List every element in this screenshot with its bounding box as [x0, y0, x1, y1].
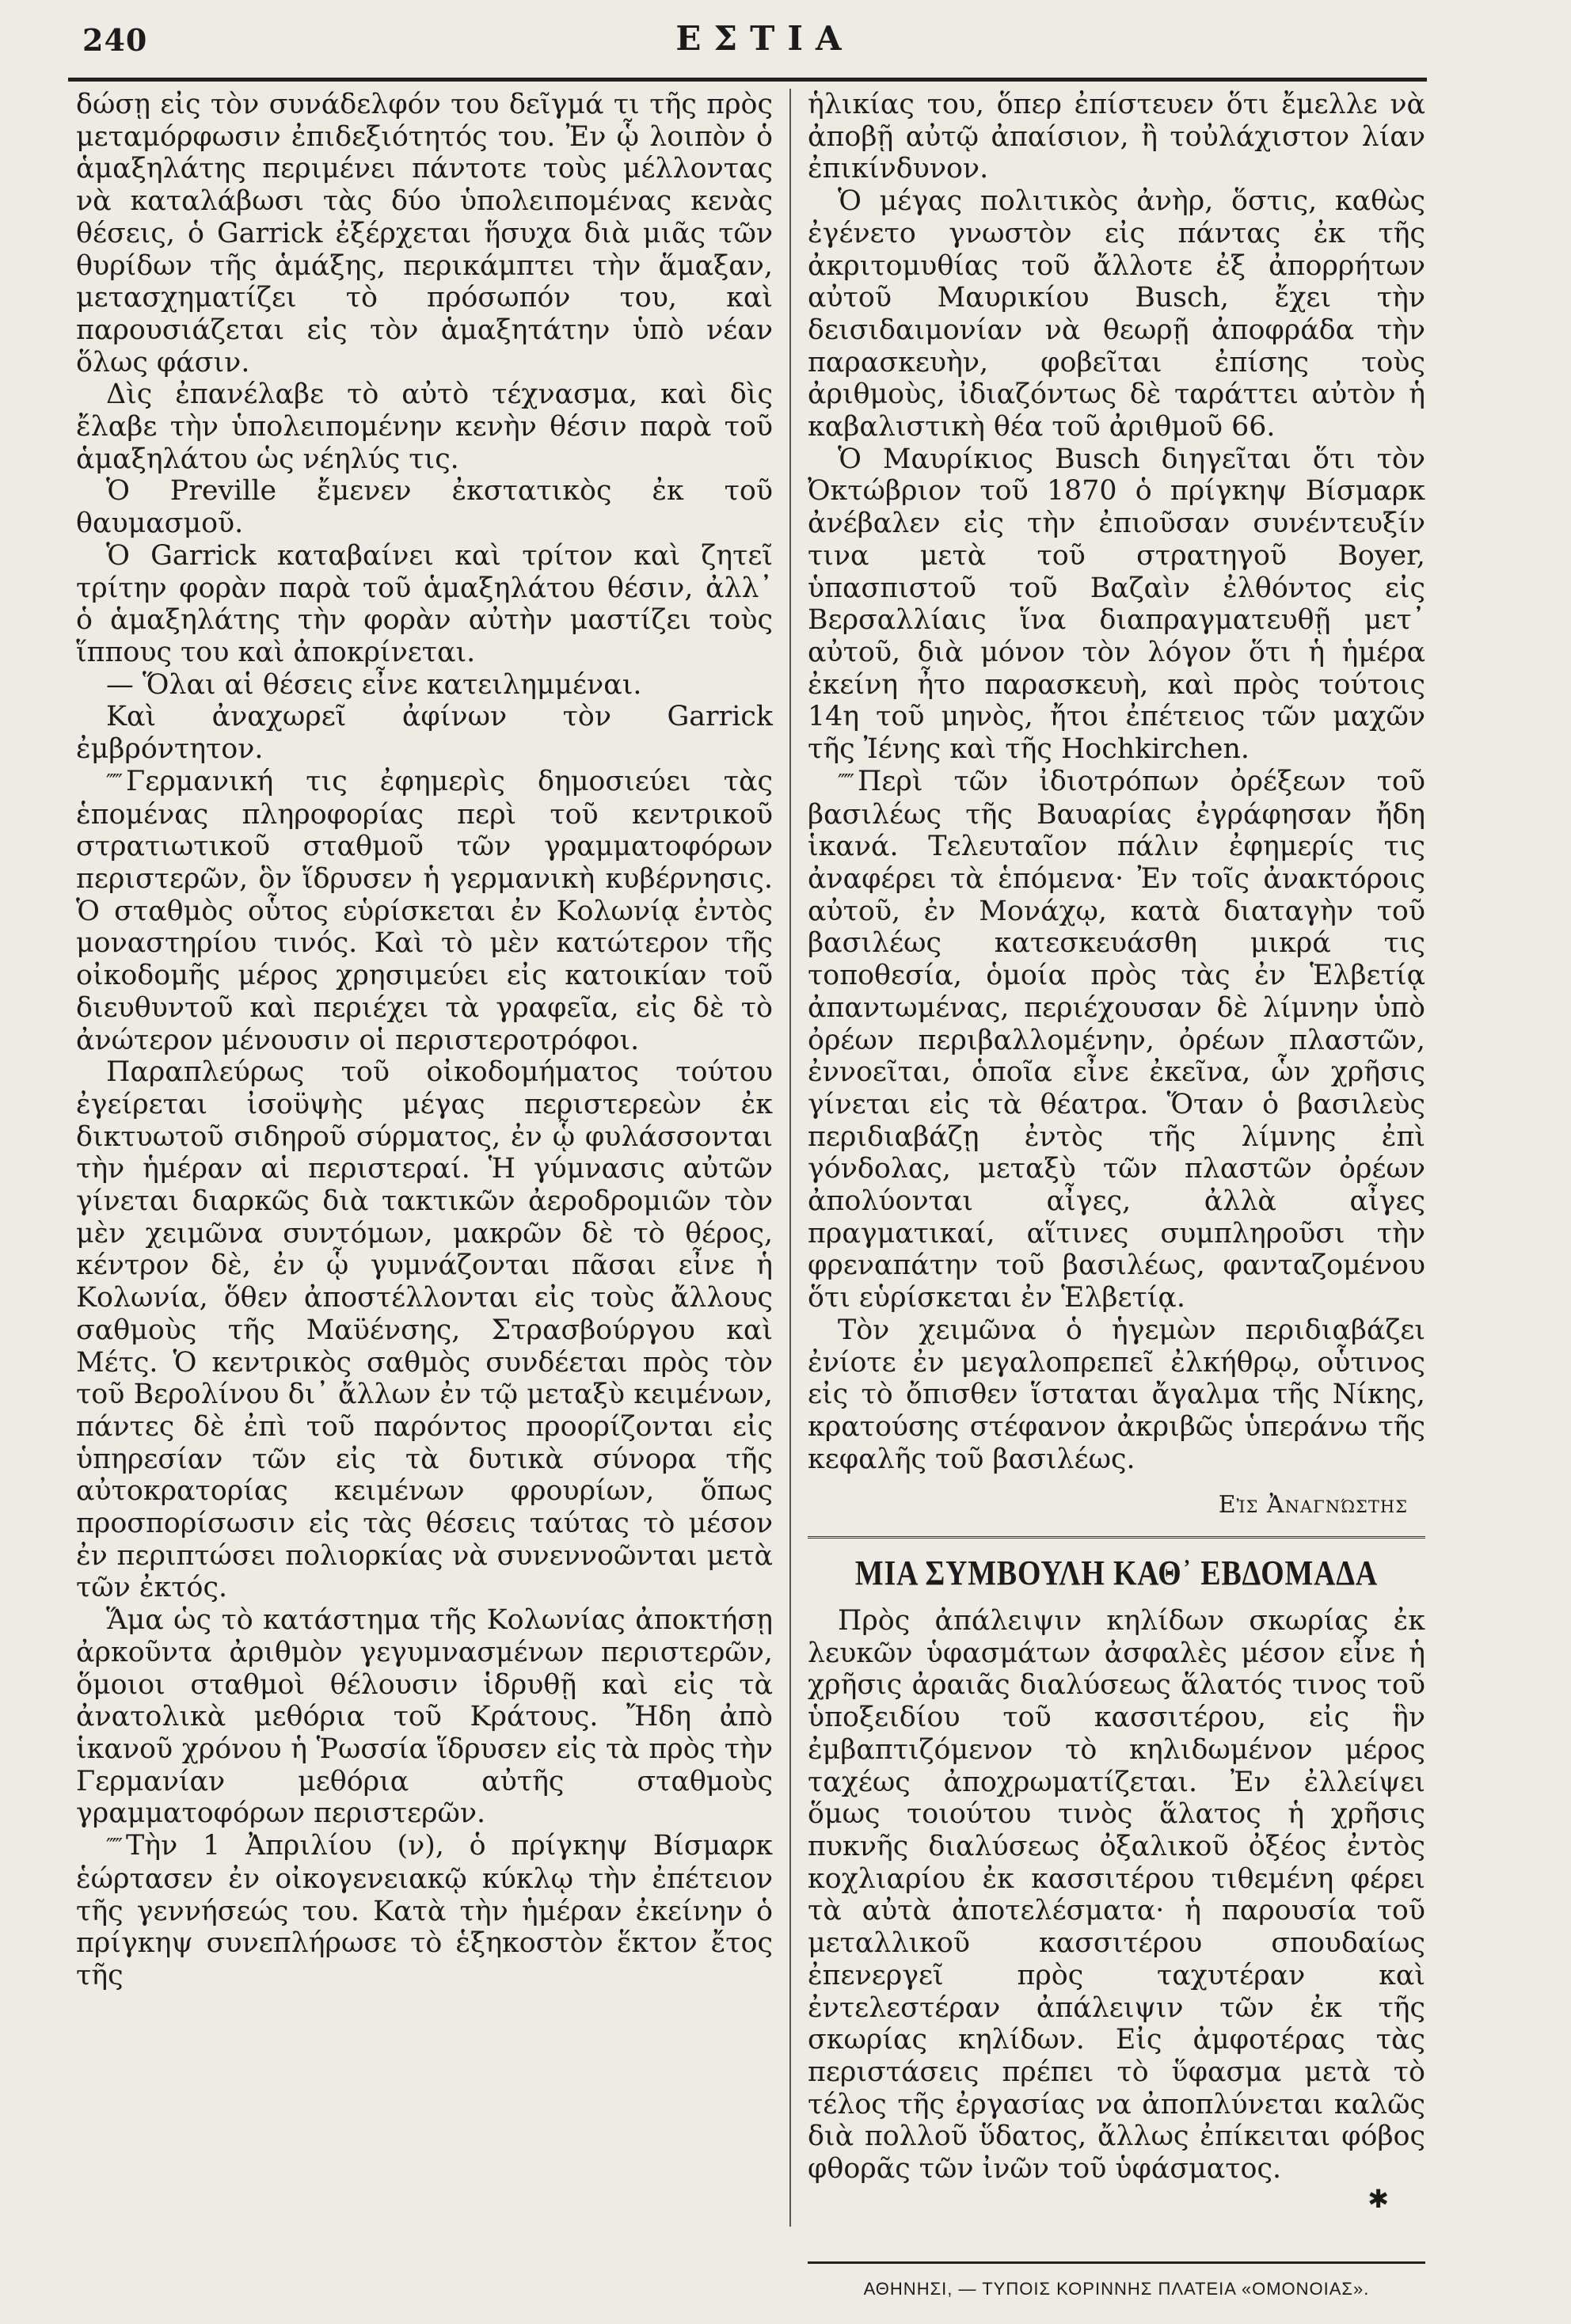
article-paragraph: Δὶς ἐπανέλαβε τὸ αὐτὸ τέχνασμα, καὶ δὶς ἔλαβε τὴν ὑπολειπομένην κενὴν θέσιν παρὰ τοῦ ἁμαξηλάτου ὡς νέηλύς τις. — [76, 378, 773, 475]
article-paragraph: — Ὅλαι αἱ θέσεις εἶνε κατειλημμέναι. — [106, 668, 642, 701]
article-paragraph: Ὁ Μαυρίκιος Busch διηγεῖται ὅτι τὸν Ὀκτώβριον τοῦ 1870 ὁ πρίγκηψ Βίσμαρκ ἀνέβαλεν εἰς τὴν ἐπιοῦσαν συνέντευξίν τινα μετὰ τοῦ στρατηγοῦ Boyer, ὑπασπιστοῦ τοῦ Βαζαὶν ἐλθόντος εἰς Βερσαλλίαις ἵνα διαπραγματευθῇ μετ᾽ αὐτοῦ, διὰ μόνον τὸν λόγον ὅτι ἡ ἡμέρα ἐκείνη ἦτο παρασκευὴ, καὶ πρὸς τούτοις 14η τοῦ μηνὸς, ἤτοι ἐπέτειος τῶν μαχῶν τῆς Ἰένης καὶ τῆς Hochkirchen. — [808, 443, 1425, 766]
journal-title: ΕΣΤΙΑ — [675, 19, 854, 58]
printer-colophon: ΑΘΗΝΗΣΙ, — ΤΥΠΟΙΣ ΚΟΡΙΝΝΗΣ ΠΛΑΤΕΙΑ «ΟΜΟΝΟΙΑΣ». — [863, 2279, 1370, 2299]
column-divider — [789, 89, 791, 2227]
article-paragraph: δώσῃ εἰς τὸν συνάδελφόν του δεῖγμά τι τῆς πρὸς μεταμόρφωσιν ἐπιδεξιότητός του. Ἐν ᾧ λοιπὸν ὁ ἁμαξηλάτης περιμένει πάντοτε τοὺς μέλλοντας νὰ καταλάβωσι τὰς δύο ὑπολειπομένας κενὰς θέσεις, ὁ Garrick ἐξέρχεται ἥσυχα διὰ μιᾶς τῶν θυρίδων τῆς ἁμάξης, περικάμπτει τὴν ἅμαξαν, μετασχηματίζει τὸ πρόσωπόν του, καὶ παρουσιάζεται εἰς τὸν ἁμαξητάτην ὑπὸ νέαν ὅλως φάσιν. — [76, 89, 773, 378]
news-item-paragraph: ‴‴ Τὴν 1 Ἀπριλίου (ν), ὁ πρίγκηψ Βίσμαρκ ἑώρτασεν ἐν οἰκογενειακῷ κύκλῳ τὴν ἐπέτειον τῆς γεννήσεώς του. Κατὰ τὴν ἡμέραν ἐκείνην ὁ πρίγκηψ συνεπλήρωσε τὸ ἑξηκοστὸν ἕκτον ἔτος τῆς — [76, 1830, 773, 1992]
page-number: 240 — [82, 22, 148, 58]
news-item-paragraph: ‴‴ Περὶ τῶν ἰδιοτρόπων ὀρέξεων τοῦ βασιλέως τῆς Βαυαρίας ἐγράφησαν ἤδη ἱκανά. Τελευταῖον πάλιν ἐφημερίς τις ἀναφέρει τὰ ἑπόμενα· Ἐν τοῖς ἀνακτόροις αὐτοῦ, ἐν Μονάχῳ, κατὰ διαταγὴν τοῦ βασιλέως κατεσκευάσθη μικρά τις τοποθεσία, ὁμοία πρὸς τὰς ἐν Ἑλβετίᾳ ἀπαντωμένας, περιέχουσαν δὲ λίμνην ὑπὸ ὀρέων περιβαλλομένην, ὀρέων πλαστῶν, ἐννοεῖται, ὁποῖα εἶνε ἐκεῖνα, ὧν χρῆσις γίνεται εἰς τὰ θέατρα. Ὅταν ὁ βασιλεὺς περιδιαβάζῃ ἐντὸς τῆς λίμνης ἐπὶ γόνδολας, μεταξὺ τῶν πλαστῶν ὀρέων ἀπολύονται αἶγες, ἀλλὰ αἶγες πραγματικαί, αἵτινες συμπληροῦσι τὴν φρεναπάτην τοῦ βασιλέως, φανταζομένου ὅτι εὑρίσκεται ἐν Ἑλβετίᾳ. — [808, 766, 1425, 1314]
news-item-paragraph: ‴‴ Γερμανική τις ἐφημερὶς δημοσιεύει τὰς ἑπομένας πληροφορίας περὶ τοῦ κεντρικοῦ στρατιωτικοῦ σταθμοῦ τῶν γραμματοφόρων περιστερῶν, ὃν ἵδρυσεν ἡ γερμανικὴ κυβέρνησις. Ὁ σταθμὸς οὗτος εὑρίσκεται ἐν Κολωνίᾳ ἐντὸς μοναστηρίου τινός. Καὶ τὸ μὲν κατώτερον τῆς οἰκοδομῆς μέρος χρησιμεύει εἰς κατοικίαν τοῦ διευθυντοῦ καὶ περιέχει τὰ γραφεῖα, εἰς δὲ τὸ ἀνώτερον μένουσιν οἱ περιστεροτρόφοι. — [76, 766, 773, 1056]
left-column — [76, 89, 773, 1992]
right-column — [808, 89, 1425, 2212]
article-paragraph: Ἅμα ὡς τὸ κατάστημα τῆς Κολωνίας ἀποκτήσῃ ἀρκοῦντα ἀριθμὸν γεγυμνασμένων περιστερῶν, ὅμοιοι σταθμοὶ θέλουσιν ἱδρυθῇ καὶ εἰς τὰ ἀνατολικὰ μεθόρια τοῦ Κράτους. Ἤδη ἀπὸ ἱκανοῦ χρόνου ἡ Ῥωσσία ἵδρυσεν εἰς τὰ πρὸς τὴν Γερμανίαν μεθόρια αὐτῆς σταθμοὺς γραμματοφόρων περιστερῶν. — [76, 1604, 773, 1830]
article-paragraph: Ὁ μέγας πολιτικὸς ἀνὴρ, ὅστις, καθὼς ἐγένετο γνωστὸν εἰς πάντας ἐκ τῆς ἀκριτομυθίας τοῦ ἄλλοτε ἐξ ἀπορρήτων αὐτοῦ Μαυρικίου Busch, ἔχει τὴν δεισιδαιμονίαν νὰ θεωρῇ ἀποφράδα τὴν παρασκευὴν, φοβεῖται ἐπίσης τοὺς ἀριθμοὺς, ἰδιαζόντως δὲ ταράττει αὐτὸν ἡ καβαλιστικὴ θέα τοῦ ἀριθμοῦ 66. — [808, 185, 1425, 443]
article-paragraph: ἡλικίας του, ὅπερ ἐπίστευεν ὅτι ἔμελλε νὰ ἀποβῇ αὐτῷ ἀπαίσιον, ἢ τοὐλάχιστον λίαν ἐπικίνδυνον. — [808, 89, 1425, 185]
article-paragraph: Πρὸς ἀπάλειψιν κηλίδων σκωρίας ἐκ λευκῶν ὑφασμάτων ἀσφαλὲς μέσον εἶνε ἡ χρῆσις ἀραιᾶς διαλύσεως ἅλατός τινος τοῦ ὑποξειδίου τοῦ κασσιτέρου, εἰς ἣν ἐμβαπτιζόμενον τὸ κηλιδωμένον μέρος ταχέως ἀποχρωματίζεται. Ἐν ἐλλείψει ὅμως τοιούτου τινὸς ἅλατος ἡ χρῆσις πυκνῆς διαλύσεως ὀξαλικοῦ ὀξέος ἐντὸς κοχλιαρίου ἐκ κασσιτέρου τιθεμένη φέρει τὰ αὐτὰ ἀποτελέσματα· ἡ παρουσία τοῦ μεταλλικοῦ κασσιτέρου σπουδαίως ἐπενεργεῖ πρὸς ταχυτέραν καὶ ἐντελεστέραν ἀπάλειψιν τῶν ἐκ τῆς σκωρίας κηλίδων. Εἰς ἀμφοτέρας τὰς περιστάσεις πρέπει τὸ ὕφασμα μετὰ τὸ τέλος τῆς ἐργασίας να ἀποπλύνεται καλῶς διὰ πολλοῦ ὕδατος, ἄλλως ἐπίκειται φόβος φθορᾶς τῶν ἰνῶν τοῦ ὑφάσματος. — [808, 1605, 1425, 2185]
colophon-rule — [808, 2261, 1425, 2264]
section-rule — [808, 1536, 1425, 1545]
article-paragraph: Καὶ ἀναχωρεῖ ἀφίνων τὸν Garrick ἐμβρόντητον. — [76, 701, 773, 766]
running-head — [76, 11, 1454, 63]
article-paragraph: Ὁ Preville ἔμενεν ἐκστατικὸς ἐκ τοῦ θαυμασμοῦ. — [76, 475, 773, 540]
article-paragraph: Παραπλεύρως τοῦ οἰκοδομήματος τούτου ἐγείρεται ἰσοϋψὴς μέγας περιστερεὼν ἐκ δικτυωτοῦ σιδηροῦ σύρματος, ἐν ᾧ φυλάσσονται τὴν ἡμέραν αἱ περιστεραί. Ἡ γύμνασις αὐτῶν γίνεται διαρκῶς διὰ τακτικῶν ἀεροδρομιῶν τὸν μὲν χειμῶνα συντόμων, μακρῶν δὲ τὸ θέρος, κέντρον δὲ, ἐν ᾧ γυμνάζονται πᾶσαι εἶνε ἡ Κολωνία, ὅθεν ἀποστέλλονται εἰς τοὺς ἄλλους σαθμοὺς τῆς Μαϋένσης, Στρασβούργου καὶ Μέτς. Ὁ κεντρικὸς σαθμὸς συνδέεται πρὸς τὸν τοῦ Βερολίνου δι᾽ ἄλλων ἐν τῷ μεταξὺ κειμένων, πάντες δὲ ἐπὶ τοῦ παρόντος προορίζονται εἰς ὑπηρεσίαν τῶν εἰς τὰ δυτικὰ σύνορα τῆς αὐτοκρατορίας κειμένων φρουρίων, ὅπως προσπορίσωσιν εἰς τὰς θέσεις ταύτας τὸ μέσον ἐν περιπτώσει πολιορκίας νὰ συνεννοῶνται μετὰ τῶν ἐκτός. — [76, 1056, 773, 1604]
author-signature: Εἰς Ἀναγνώστης — [1218, 1491, 1408, 1520]
end-mark: ✱ — [1367, 2183, 1389, 2214]
section-title: ΜΙΑ ΣΥΜΒΟΥΛΗ ΚΑΘ᾽ ΕΒΔΟΜΑΔΑ — [854, 1554, 1379, 1593]
article-paragraph: Τὸν χειμῶνα ὁ ἡγεμὼν περιδιαβάζει ἐνίοτε ἐν μεγαλοπρεπεῖ ἐλκήθρῳ, οὗτινος εἰς τὸ ὄπισθεν ἵσταται ἄγαλμα τῆς Νίκης, κρατούσης στέφανον ἀκριβῶς ὑπεράνω τῆς κεφαλῆς τοῦ βασιλέως. — [808, 1314, 1425, 1475]
article-paragraph: Ὁ Garrick καταβαίνει καὶ τρίτον καὶ ζητεῖ τρίτην φορὰν παρὰ τοῦ ἁμαξηλάτου θέσιν, ἀλλ᾽ ὁ ἁμαξηλάτης τὴν φορὰν αὐτὴν μαστίζει τοὺς ἵππους του καὶ ἀποκρίνεται. — [76, 539, 773, 668]
header-rule — [68, 78, 1427, 82]
